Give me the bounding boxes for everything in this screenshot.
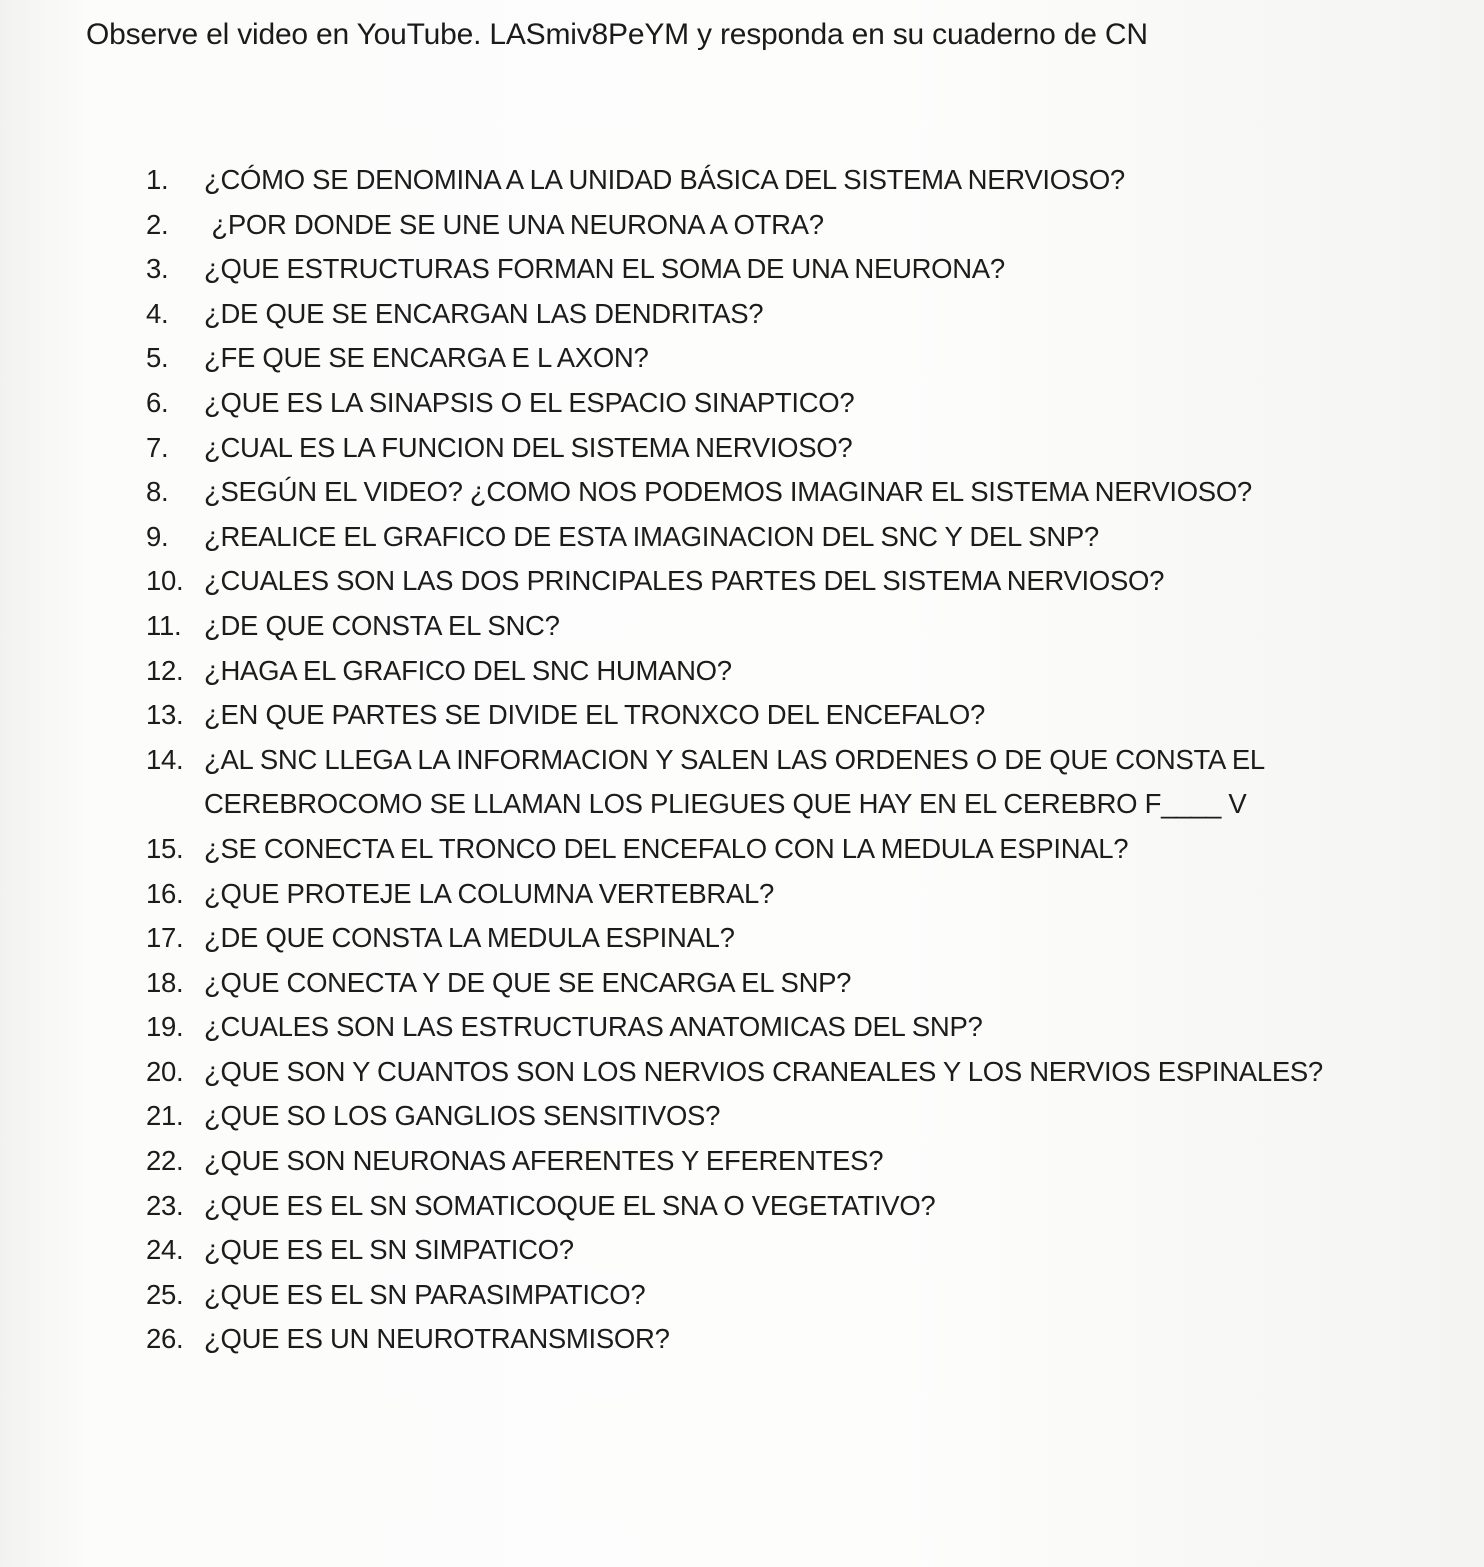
question-text: ¿DE QUE CONSTA EL SNC? — [204, 609, 560, 641]
question-text: ¿QUE ES EL SN PARASIMPATICO? — [204, 1278, 646, 1310]
question-text: ¿DE QUE SE ENCARGAN LAS DENDRITAS? — [204, 297, 764, 329]
question-number: 1. — [146, 164, 169, 195]
question-text: ¿CUAL ES LA FUNCION DEL SISTEMA NERVIOSO? — [204, 431, 853, 463]
question-item — [146, 872, 1366, 917]
question-text: ¿SEGÚN EL VIDEO? ¿COMO NOS PODEMOS IMAGINAR EL SISTEMA NERVIOSO? — [204, 476, 1252, 508]
question-item — [146, 1273, 1366, 1318]
question-number: 26. — [146, 1323, 184, 1355]
question-list — [146, 158, 1366, 1362]
question-text: ¿REALICE EL GRAFICO DE ESTA IMAGINACION DEL SNC Y DEL SNP? — [204, 520, 1099, 552]
question-number: 4. — [146, 297, 169, 329]
question-text: ¿SE CONECTA EL TRONCO DEL ENCEFALO CON LA MEDULA ESPINAL? — [204, 832, 1129, 864]
question-item — [146, 292, 1366, 337]
question-item — [146, 1050, 1366, 1095]
question-number: 16. — [146, 877, 184, 909]
question-number: 11. — [146, 609, 182, 641]
question-number: 15. — [146, 832, 184, 864]
question-number: 7. — [146, 431, 169, 463]
question-number: 21. — [146, 1100, 184, 1132]
question-item — [146, 470, 1366, 515]
question-text: ¿QUE SON NEURONAS AFERENTES Y EFERENTES? — [204, 1145, 884, 1177]
question-item — [146, 1184, 1366, 1229]
question-number: 12. — [146, 654, 184, 686]
question-text: ¿POR DONDE SE UNE UNA NEURONA A OTRA? — [204, 208, 824, 240]
question-text: ¿QUE ES EL SN SOMATICOQUE EL SNA O VEGETATIVO? — [204, 1189, 936, 1221]
question-text: ¿QUE ES UN NEUROTRANSMISOR? — [204, 1323, 670, 1355]
question-text: ¿FE QUE SE ENCARGA E L AXON? — [204, 342, 649, 374]
question-number: 22. — [146, 1145, 184, 1177]
question-text: ¿QUE CONECTA Y DE QUE SE ENCARGA EL SNP? — [204, 966, 852, 998]
question-number: 20. — [146, 1055, 184, 1087]
question-number: 17. — [146, 922, 184, 954]
question-text: ¿QUE ES EL SN SIMPATICO? — [204, 1234, 574, 1266]
question-number: 19. — [146, 1011, 184, 1043]
instructions-header: Observe el video en YouTube. LASmiv8PeYM y responda en su cuaderno de CN — [86, 18, 1148, 51]
question-item — [146, 1094, 1366, 1139]
question-text: ¿CÓMO SE DENOMINA A LA UNIDAD BÁSICA DEL SISTEMA NERVIOSO? — [204, 164, 1125, 195]
question-text: ¿HAGA EL GRAFICO DEL SNC HUMANO? — [204, 654, 732, 686]
question-number: 2. — [146, 208, 169, 240]
question-item — [146, 247, 1366, 292]
question-item — [146, 1139, 1366, 1184]
question-text: ¿QUE ESTRUCTURAS FORMAN EL SOMA DE UNA NEURONA? — [204, 253, 1005, 285]
question-number: 24. — [146, 1234, 184, 1266]
question-number: 6. — [146, 386, 169, 418]
question-item — [146, 203, 1366, 248]
question-text: ¿QUE PROTEJE LA COLUMNA VERTEBRAL? — [204, 877, 775, 909]
question-item — [146, 559, 1366, 604]
question-number: 8. — [146, 476, 169, 508]
question-item — [146, 827, 1366, 872]
question-item — [146, 604, 1366, 649]
question-number: 25. — [146, 1278, 184, 1310]
question-text: ¿EN QUE PARTES SE DIVIDE EL TRONXCO DEL ENCEFALO? — [204, 699, 985, 731]
question-number: 18. — [146, 966, 184, 998]
question-item — [146, 426, 1366, 471]
question-number: 5. — [146, 342, 169, 374]
question-item — [146, 1228, 1366, 1273]
question-text: ¿DE QUE CONSTA LA MEDULA ESPINAL? — [204, 922, 735, 954]
question-item — [146, 649, 1366, 694]
question-item — [146, 1005, 1366, 1050]
question-text: ¿QUE SO LOS GANGLIOS SENSITIVOS? — [204, 1100, 721, 1132]
question-item — [146, 515, 1366, 560]
question-text: ¿CUALES SON LAS DOS PRINCIPALES PARTES DEL SISTEMA NERVIOSO? — [204, 565, 1165, 597]
question-number: 13. — [146, 699, 184, 731]
question-item — [146, 916, 1366, 961]
question-text: ¿QUE SON Y CUANTOS SON LOS NERVIOS CRANEALES Y LOS NERVIOS ESPINALES? — [204, 1055, 1323, 1087]
question-item — [146, 158, 1366, 203]
question-item — [146, 738, 1366, 827]
question-text: ¿QUE ES LA SINAPSIS O EL ESPACIO SINAPTICO? — [204, 386, 855, 418]
question-item — [146, 336, 1366, 381]
question-number: 9. — [146, 520, 169, 552]
question-number: 10. — [146, 565, 184, 597]
question-number: 14. — [146, 743, 184, 775]
question-item — [146, 693, 1366, 738]
question-item — [146, 381, 1366, 426]
question-item — [146, 1317, 1366, 1362]
question-text: ¿AL SNC LLEGA LA INFORMACION Y SALEN LAS ORDENES O DE QUE CONSTA EL CEREBROCOMO SE LLAMAN LOS PLIEGUES QUE HAY EN EL CEREBRO F____ V — [204, 743, 1264, 820]
question-item — [146, 961, 1366, 1006]
question-number: 23. — [146, 1189, 184, 1221]
question-text: ¿CUALES SON LAS ESTRUCTURAS ANATOMICAS DEL SNP? — [204, 1011, 983, 1043]
question-number: 3. — [146, 253, 169, 285]
